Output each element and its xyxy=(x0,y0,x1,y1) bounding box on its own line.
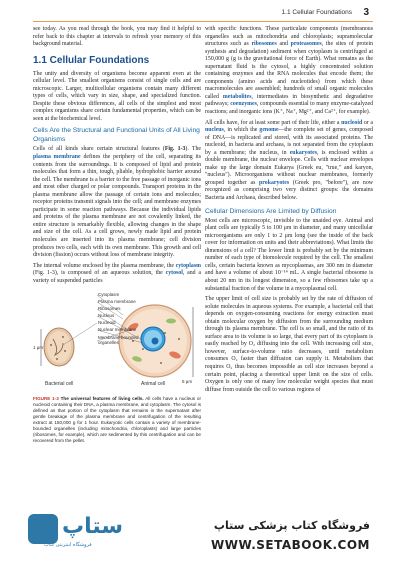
keyword-plasma-membrane: plasma membrane xyxy=(33,154,81,161)
figure-1-3 xyxy=(33,289,201,393)
animal-cell-drawing xyxy=(119,305,191,377)
label-membrane-bounded: Membrane-bounded xyxy=(98,335,139,341)
bacterial-cell-drawing xyxy=(44,328,74,366)
subsection-heading-diffusion: Cellular Dimensions Are Limited by Diffusion xyxy=(205,207,337,215)
label-nucleus: Nucleus xyxy=(98,313,115,319)
label-cytoplasm: Cytoplasm xyxy=(98,292,120,298)
right-column xyxy=(205,26,373,397)
keyword-cytosol: cytosol xyxy=(165,270,183,277)
intro-paragraph: see today. As you read through the book, you may find it helpful to refer back to this chapter at intervals to refresh your memory of this background material. xyxy=(33,26,201,48)
label-ribosomes: Ribosomes xyxy=(98,306,121,312)
caption-number: FIGURE 1-3 xyxy=(33,396,59,402)
label-nucleoid: Nucleoid xyxy=(98,320,116,326)
header-rule xyxy=(33,21,373,22)
figure-ref: Fig. 1-3 xyxy=(164,146,186,153)
page-number: 3 xyxy=(363,7,369,18)
figure-caption: FIGURE 1-3 The universal features of living cells. All cells have a nucleus or nucleoid containing their DNA, a plasma membrane, and cytoplasm. The cytosol is defined as that portion of the cytoplasm that remains in the supernatant after gentle breakage of the plasma membrane and centrifugation of the resulting extract at 150,000 g for 1 hour. Eukaryotic cells contain a variety of membrane-bounded organelles (including mitochondria, chloroplasts) and large particles (ribosomes, for example), which are sedimented by this centrifugation and can be recovered from the pellet. xyxy=(33,396,201,443)
store-name: فروشگاه کتاب پزشکی ستاپ xyxy=(213,519,370,532)
setab-logo-subtitle: فروشگاه اینترنتی کتاب xyxy=(44,542,92,548)
scale-label-small: 1 μm xyxy=(33,345,44,351)
setab-logo-text: ستاپ xyxy=(62,514,123,539)
running-header-section: 1.1 Cellular Foundations xyxy=(281,9,352,16)
caption-title: The universal features of living cells. xyxy=(58,396,144,402)
subsection-heading-cells: Cells Are the Structural and Functional Units of All Living Organisms xyxy=(33,127,200,143)
right-paragraph-1: with specific functions. These particulate components (membranous organelles such as mitochondria and chloroplasts; supramolecular structures such as ribosomes and proteasomes, the sites of protein synthesis and degradation) sediment when cytoplasm is centrifuged at 150,000 g (g is the gravitational force of Earth). What remains as the supernatant fluid is the cytosol, a highly concentrated solution containing enzymes and the RNA molecules that encode them; the components (amino acids and nucleotides) from which these macromolecules are assembled; hundreds of small organic molecules called metabolites, intermediates in biosynthetic and degradative pathways; coenzymes, compounds essential to many enzyme-catalyzed reactions; and inorganic ions (K⁺, Na⁺, Mg²⁺, and Ca²⁺, for example). xyxy=(205,26,374,116)
label-bacterial-cell: Bacterial cell xyxy=(45,381,74,388)
section-heading: 1.1 Cellular Foundations xyxy=(33,54,150,66)
right-paragraph-4: The upper limit of cell size is probably set by the rate of diffusion of solute molecules in aqueous systems. For example, a bacterial cell that depends on oxygen-consuming reactions for energy extraction must obtain molecular oxygen by diffusion from the surrounding medium through its plasma membrane. The cell is so small, and the ratio of its surface area to its volume is so large, that every part of its cytoplasm is easily reached by O₂ diffusing into the cell. With increasing cell size, however, surface-to-volume ratio decreases, until metabolism consumes O₂ faster than diffusion can supply it. Metabolism that requires O₂ thus becomes impossible as cell size increases beyond a certain point, placing a theoretical upper limit on the size of cells. Oxygen is only one of many low molecular weight species that must diffuse from outside the cell to various regions of xyxy=(205,296,373,393)
running-header xyxy=(0,8,400,22)
right-paragraph-3: Most cells are microscopic, invisible to the unaided eye. Animal and plant cells are typically 5 to 100 μm in diameter, and many unicellular microorganisms are only 1 to 2 μm long (see the inside of the back cover for information on units and their abbreviations). What limits the dimensions of a cell? The lower limit is probably set by the minimum number of each type of biomolecule required by the cell. The smallest cells, certain bacteria known as mycoplasmas, are 300 nm in diameter and have a volume of about 10⁻¹⁴ mL. A single bacterial ribosome is about 20 nm in its longest dimension, so a few ribosomes take up a substantial fraction of the volume in a mycoplasmal cell. xyxy=(205,217,373,292)
right-paragraph-2: All cells have, for at least some part of their life, either a nucleoid or a nucleus, in which the genome—the complete set of genes, composed of DNA—is replicated and stored, with its associated proteins. The nucleoid, in bacteria and archaea, is not separated from the cytoplasm by a membrane; the nucleus, in eukaryotes, is enclosed within a double membrane, the nuclear envelope. Cells with nuclear envelopes make up the large domain Eukarya (Greek eu, "true," and karyon, "nucleus"). Microorganisms without nuclear membranes, formerly grouped together as prokaryotes (Greek pro, "before"), are now recognized as comprising two very distinct groups: the domains Bacteria and Archaea, described below. xyxy=(205,119,374,202)
cells-paragraph: Cells of all kinds share certain structural features (Fig. 1-3). The plasma membrane defines the periphery of the cell, separating its contents from the surroundings. It is composed of lipid and protein molecules that form a thin, tough, pliable, hydrophobic barrier around the cell. The membrane is a barrier to the free passage of inorganic ions and most other charged or polar compounds. Transport proteins in the plasma membrane allow the passage of certain ions and molecules; receptor proteins transmit signals into the cell; and membrane enzymes participate in some reaction pathways. Because the individual lipids and proteins of the plasma membrane are not covalently linked, the entire structure is remarkably flexible, allowing changes in the shape and size of the cell. As a cell grows, newly made lipid and protein molecules are inserted into its plasma membrane; cell division produces two cells, each with its own membrane. This growth and cell division (fission) occurs without loss of membrane integrity. xyxy=(33,146,202,259)
label-nuclear-membrane: Nuclear membrane xyxy=(98,327,137,333)
cytoplasm-paragraph: The internal volume enclosed by the plasma membrane, the cytoplasm (Fig. 1-3), is composed of an aqueous solution, the cytosol, and a variety of suspended particles xyxy=(33,262,202,284)
footer-banner xyxy=(0,500,400,565)
label-organelles: organelles xyxy=(98,340,119,346)
scale-label-large: 5 μm xyxy=(182,379,193,385)
setab-logo-icon xyxy=(28,514,58,544)
keyword-cytoplasm: cytoplasm xyxy=(175,262,201,269)
unity-paragraph: The unity and diversity of organisms become apparent even at the cellular level. The smallest organisms consist of single cells and are microscopic. Larger, multicellular organisms contain many different types of cells, which vary in size, shape, and specialized function. Despite these obvious differences, all cells of the simplest and most complex organisms share certain fundamental properties, which can be seen at the biochemical level. xyxy=(33,70,201,122)
label-animal-cell: Animal cell xyxy=(141,381,166,388)
label-plasma-membrane: Plasma membrane xyxy=(98,299,136,305)
store-url[interactable]: WWW.SETABOOK.COM xyxy=(210,538,370,552)
left-column xyxy=(33,26,201,444)
